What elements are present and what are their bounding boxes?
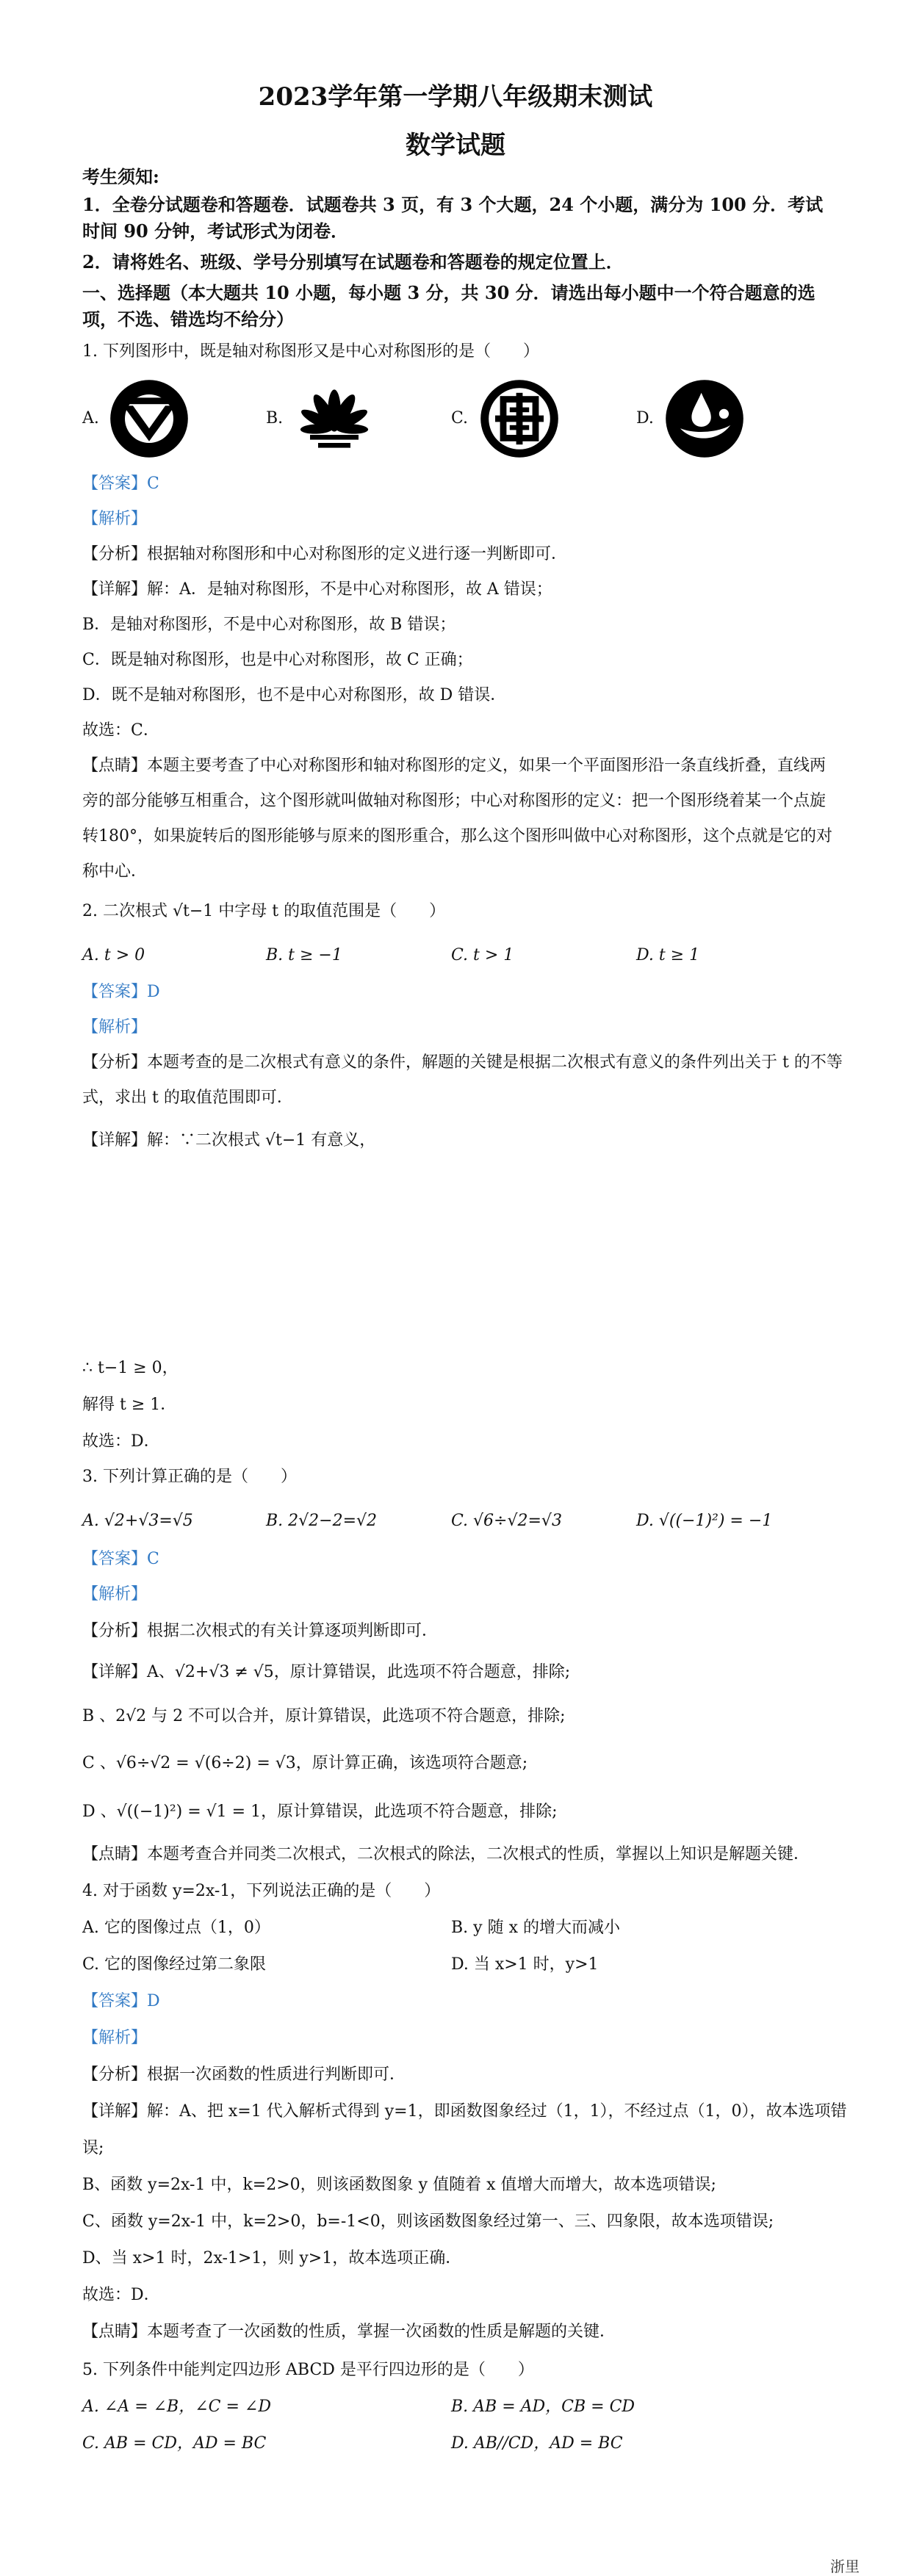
q2-answer: 【答案】D bbox=[82, 983, 160, 1001]
q1-analysis: 【分析】根据轴对称图形和中心对称图形的定义进行逐一判断即可． bbox=[82, 545, 568, 563]
q1-label-d: D. bbox=[636, 409, 654, 427]
q2-option-c: C. t > 1 bbox=[451, 946, 514, 964]
q1-comment-3: 转180°，如果旋转后的图形能够与原来的图形重合，那么这个图形叫做中心对称图形，这个点就是它的对 bbox=[82, 827, 832, 845]
q4-detail-1b: 误; bbox=[82, 2139, 104, 2157]
q1-label-c: C. bbox=[451, 409, 469, 427]
notice-line-1a: 1．全卷分试题卷和答题卷．试题卷共 3 页，有 3 个大题，24 个小题，满分为 100 分．考试 bbox=[82, 194, 824, 215]
page-footer: 浙里 bbox=[830, 2558, 860, 2575]
q1-choose: 故选：C． bbox=[82, 721, 159, 740]
q2-option-b: B. t ≥ −1 bbox=[266, 946, 342, 964]
q3-option-b: B. 2√2−2=√2 bbox=[266, 1512, 378, 1530]
q1-detail-4: D．既不是轴对称图形，也不是中心对称图形，故 D 错误． bbox=[82, 686, 507, 704]
q5-stem: 5. 下列条件中能判定四边形 ABCD 是平行四边形的是（ ） bbox=[82, 2361, 534, 2379]
q4-option-b: B. y 随 x 的增大而减小 bbox=[451, 1919, 620, 1937]
q4-stem: 4. 对于函数 y=2x-1，下列说法正确的是（ ） bbox=[82, 1882, 441, 1900]
q3-option-d: D. √((−1)²) = −1 bbox=[636, 1512, 773, 1530]
q5-option-b: B. AB = AD，CB = CD bbox=[451, 2398, 635, 2416]
q2-choose: 故选：D． bbox=[82, 1432, 160, 1451]
q3-option-c: C. √6÷√2=√3 bbox=[451, 1512, 562, 1530]
q1-detail-1: 【详解】解：A．是轴对称图形，不是中心对称图形，故 A 错误； bbox=[82, 580, 552, 599]
q2-jiexi: 【解析】 bbox=[82, 1018, 148, 1036]
q2-step-1: ∴ t−1 ≥ 0， bbox=[82, 1359, 179, 1377]
drop-logo-d-icon bbox=[664, 378, 745, 459]
q2-analysis-2: 式，求出 t 的取值范围即可． bbox=[82, 1089, 293, 1107]
q4-detail-3: C、函数 y=2x-1 中，k=2>0，b=-1<0，则该函数图象经过第一、三、四象限，故本选项错误; bbox=[82, 2212, 774, 2231]
q1-answer: 【答案】C bbox=[82, 475, 159, 493]
q3-comment: 【点睛】本题考查合并同类二次根式，二次根式的除法，二次根式的性质，掌握以上知识是解题关键． bbox=[82, 1845, 810, 1864]
q3-detail-c: C 、√6÷√2 = √(6÷2) = √3，原计算正确，该选项符合题意; bbox=[82, 1754, 528, 1772]
q3-jiexi: 【解析】 bbox=[82, 1585, 148, 1603]
q3-analysis: 【分析】根据二次根式的有关计算逐项判断即可． bbox=[82, 1622, 439, 1640]
q3-detail-b: B 、2√2 与 2 不可以合并，原计算错误，此选项不符合题意，排除; bbox=[82, 1707, 566, 1725]
q1-detail-3: C．既是轴对称图形，也是中心对称图形，故 C 正确； bbox=[82, 651, 473, 669]
q4-choose: 故选：D． bbox=[82, 2286, 160, 2304]
q3-stem: 3. 下列计算正确的是（ ） bbox=[82, 1468, 297, 1486]
q5-option-a: A. ∠A = ∠B，∠C = ∠D bbox=[82, 2398, 271, 2416]
notice-heading: 考生须知: bbox=[82, 166, 159, 187]
q4-detail-2: B、函数 y=2x-1 中，k=2>0，则该函数图象 y 值随着 x 值增大而增大，故本选项错误; bbox=[82, 2176, 716, 2194]
q1-label-b: B. bbox=[266, 409, 284, 427]
q4-detail-4: D、当 x>1 时，2x-1>1，则 y>1，故本选项正确． bbox=[82, 2249, 462, 2267]
q3-detail-a: 【详解】A、√2+√3 ≠ √5，原计算错误，此选项不符合题意，排除; bbox=[82, 1663, 571, 1681]
q4-answer: 【答案】D bbox=[82, 1992, 160, 2010]
q2-detail: 【详解】解：∵二次根式 √t−1 有意义， bbox=[82, 1131, 376, 1150]
q2-step-2: 解得 t ≥ 1． bbox=[82, 1396, 177, 1414]
circle-logo-a-icon bbox=[109, 378, 190, 459]
q5-option-d: D. AB//CD，AD = BC bbox=[451, 2434, 623, 2453]
q4-option-d: D. 当 x>1 时，y>1 bbox=[451, 1955, 599, 1974]
q4-comment: 【点睛】本题考查了一次函数的性质，掌握一次函数的性质是解题的关键． bbox=[82, 2323, 616, 2341]
q2-option-a: A. t > 0 bbox=[82, 946, 145, 964]
q4-analysis: 【分析】根据一次函数的性质进行判断即可． bbox=[82, 2066, 406, 2084]
section-heading-1: 一、选择题（本大题共 10 小题，每小题 3 分，共 30 分．请选出每小题中一个符合题意的选 bbox=[82, 282, 815, 303]
q2-option-d: D. t ≥ 1 bbox=[636, 946, 700, 964]
lotus-logo-b-icon bbox=[294, 378, 375, 459]
q2-stem: 2. 二次根式 √t−1 中字母 t 的取值范围是（ ） bbox=[82, 902, 446, 920]
q4-option-c: C. 它的图像经过第二象限 bbox=[82, 1955, 267, 1974]
bank-logo-c-icon bbox=[479, 378, 560, 459]
q1-stem: 1. 下列图形中，既是轴对称图形又是中心对称图形的是（ ） bbox=[82, 342, 539, 361]
q1-jiexi: 【解析】 bbox=[82, 510, 148, 528]
q2-analysis-1: 【分析】本题考查的是二次根式有意义的条件，解题的关键是根据二次根式有意义的条件列出关于 t 的不等 bbox=[82, 1053, 843, 1072]
q1-label-a: A. bbox=[82, 409, 99, 427]
q1-comment-2: 旁的部分能够互相重合，这个图形就叫做轴对称图形；中心对称图形的定义：把一个图形绕着某一个点旋 bbox=[82, 792, 827, 810]
section-heading-2: 项，不选、错选均不给分） bbox=[82, 309, 294, 330]
q4-detail-1: 【详解】解：A、把 x=1 代入解析式得到 y=1，即函数图象经过（1，1），不经过点（1，0），故本选项错 bbox=[82, 2102, 847, 2121]
q1-detail-2: B．是轴对称图形，不是中心对称图形，故 B 错误； bbox=[82, 616, 456, 634]
q5-option-c: C. AB = CD，AD = BC bbox=[82, 2434, 267, 2453]
q3-answer: 【答案】C bbox=[82, 1550, 159, 1568]
q4-option-a: A. 它的图像过点（1，0） bbox=[82, 1919, 270, 1937]
q1-comment-1: 【点睛】本题主要考查了中心对称图形和轴对称图形的定义，如果一个平面图形沿一条直线折叠，直线两 bbox=[82, 757, 827, 775]
exam-title: 2023学年第一学期八年级期末测试 bbox=[258, 82, 653, 112]
q1-comment-4: 称中心． bbox=[82, 862, 148, 881]
exam-subtitle: 数学试题 bbox=[406, 131, 505, 160]
q4-jiexi: 【解析】 bbox=[82, 2029, 148, 2047]
notice-line-2: 2．请将姓名、班级、学号分别填写在试题卷和答题卷的规定位置上． bbox=[82, 251, 624, 273]
notice-line-1b: 时间 90 分钟，考试形式为闭卷． bbox=[82, 220, 349, 242]
q3-option-a: A. √2+√3=√5 bbox=[82, 1512, 193, 1530]
q3-detail-d: D 、√((−1)²) = √1 = 1，原计算错误，此选项不符合题意，排除; bbox=[82, 1803, 558, 1821]
